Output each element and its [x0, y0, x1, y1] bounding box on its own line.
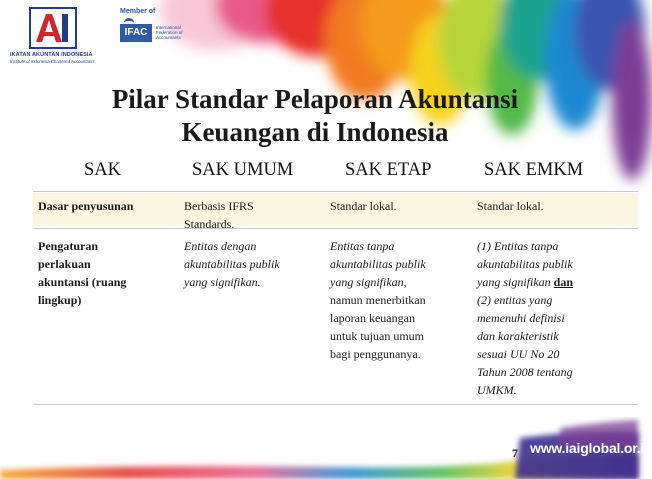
- cell-etap: [330, 237, 426, 363]
- slide-title-line2: Keuangan di Indonesia: [181, 117, 449, 147]
- cell-line: (2) entitas yang: [477, 293, 553, 307]
- cell-line: akuntabilitas publik: [477, 257, 573, 271]
- cell-line: bagi penggunanya.: [330, 347, 421, 361]
- slide-title: [40, 83, 590, 149]
- website-url: www.iaiglobal.or.id: [530, 440, 652, 456]
- org-subtitle: Institute of Indonesia Chartered Accountants: [10, 59, 95, 64]
- cell-line: akuntabilitas publik: [184, 257, 280, 271]
- cell-emkm: Standar lokal.: [477, 199, 544, 213]
- cell-text: yang signifikan: [477, 275, 554, 289]
- cell-line: namun menerbitkan: [330, 293, 426, 307]
- cell-etap: Standar lokal.: [330, 199, 397, 213]
- cell-line: lingkup): [38, 293, 82, 307]
- cell-emkm: [477, 237, 573, 399]
- cell-line: perlakuan: [38, 257, 91, 271]
- col-header-sak-etap: SAK ETAP: [345, 160, 432, 180]
- cell-line: Tahun 2008 tentang: [477, 365, 573, 379]
- page-number: 7: [512, 446, 518, 460]
- table-divider: [33, 228, 638, 229]
- ifac-member-label: Member of: [120, 8, 156, 15]
- ifac-member-badge: [106, 8, 186, 54]
- ifac-logo: IFAC: [120, 24, 152, 42]
- cell-line: memenuhi definisi: [477, 311, 565, 325]
- cell-line: yang signifikan,: [330, 275, 407, 289]
- table-divider: [33, 404, 638, 405]
- table-divider: [33, 191, 638, 192]
- cell-line: akuntansi (ruang: [38, 275, 127, 289]
- cell-line: laporan keuangan: [330, 311, 415, 325]
- slide-title-line1: Pilar Standar Pelaporan Akuntansi: [111, 84, 519, 114]
- row-label: [38, 237, 126, 309]
- cell-line: Pengaturan: [38, 239, 98, 253]
- cell-line: Standards.: [184, 217, 235, 231]
- cell-line: (1) Entitas tanpa: [477, 239, 559, 253]
- iai-emblem-icon: [28, 6, 78, 50]
- row-label: Dasar penyusunan: [38, 199, 134, 213]
- cell-line: sesuai UU No 20: [477, 347, 560, 361]
- cell-line: [477, 273, 573, 291]
- cell-line: UMKM.: [477, 383, 517, 397]
- cell-line: Entitas tanpa: [330, 239, 395, 253]
- ifac-full-name: International Federation of Accountants: [156, 25, 183, 40]
- col-header-sak: SAK: [84, 160, 122, 180]
- cell-line: Berbasis IFRS: [184, 199, 254, 213]
- cell-line: Entitas dengan: [184, 239, 257, 253]
- cell-umum: [184, 237, 280, 291]
- cell-line: untuk tujuan umum: [330, 329, 424, 343]
- cell-line: akuntabilitas publik: [330, 257, 426, 271]
- col-header-sak-umum: SAK UMUM: [192, 160, 294, 180]
- cell-line: yang signifikan.: [184, 275, 261, 289]
- org-name: IKATAN AKUNTAN INDONESIA: [10, 52, 93, 58]
- emphasis-and: dan: [553, 275, 574, 289]
- cell-line: dan karakteristik: [477, 329, 559, 343]
- col-header-sak-emkm: SAK EMKM: [484, 160, 584, 180]
